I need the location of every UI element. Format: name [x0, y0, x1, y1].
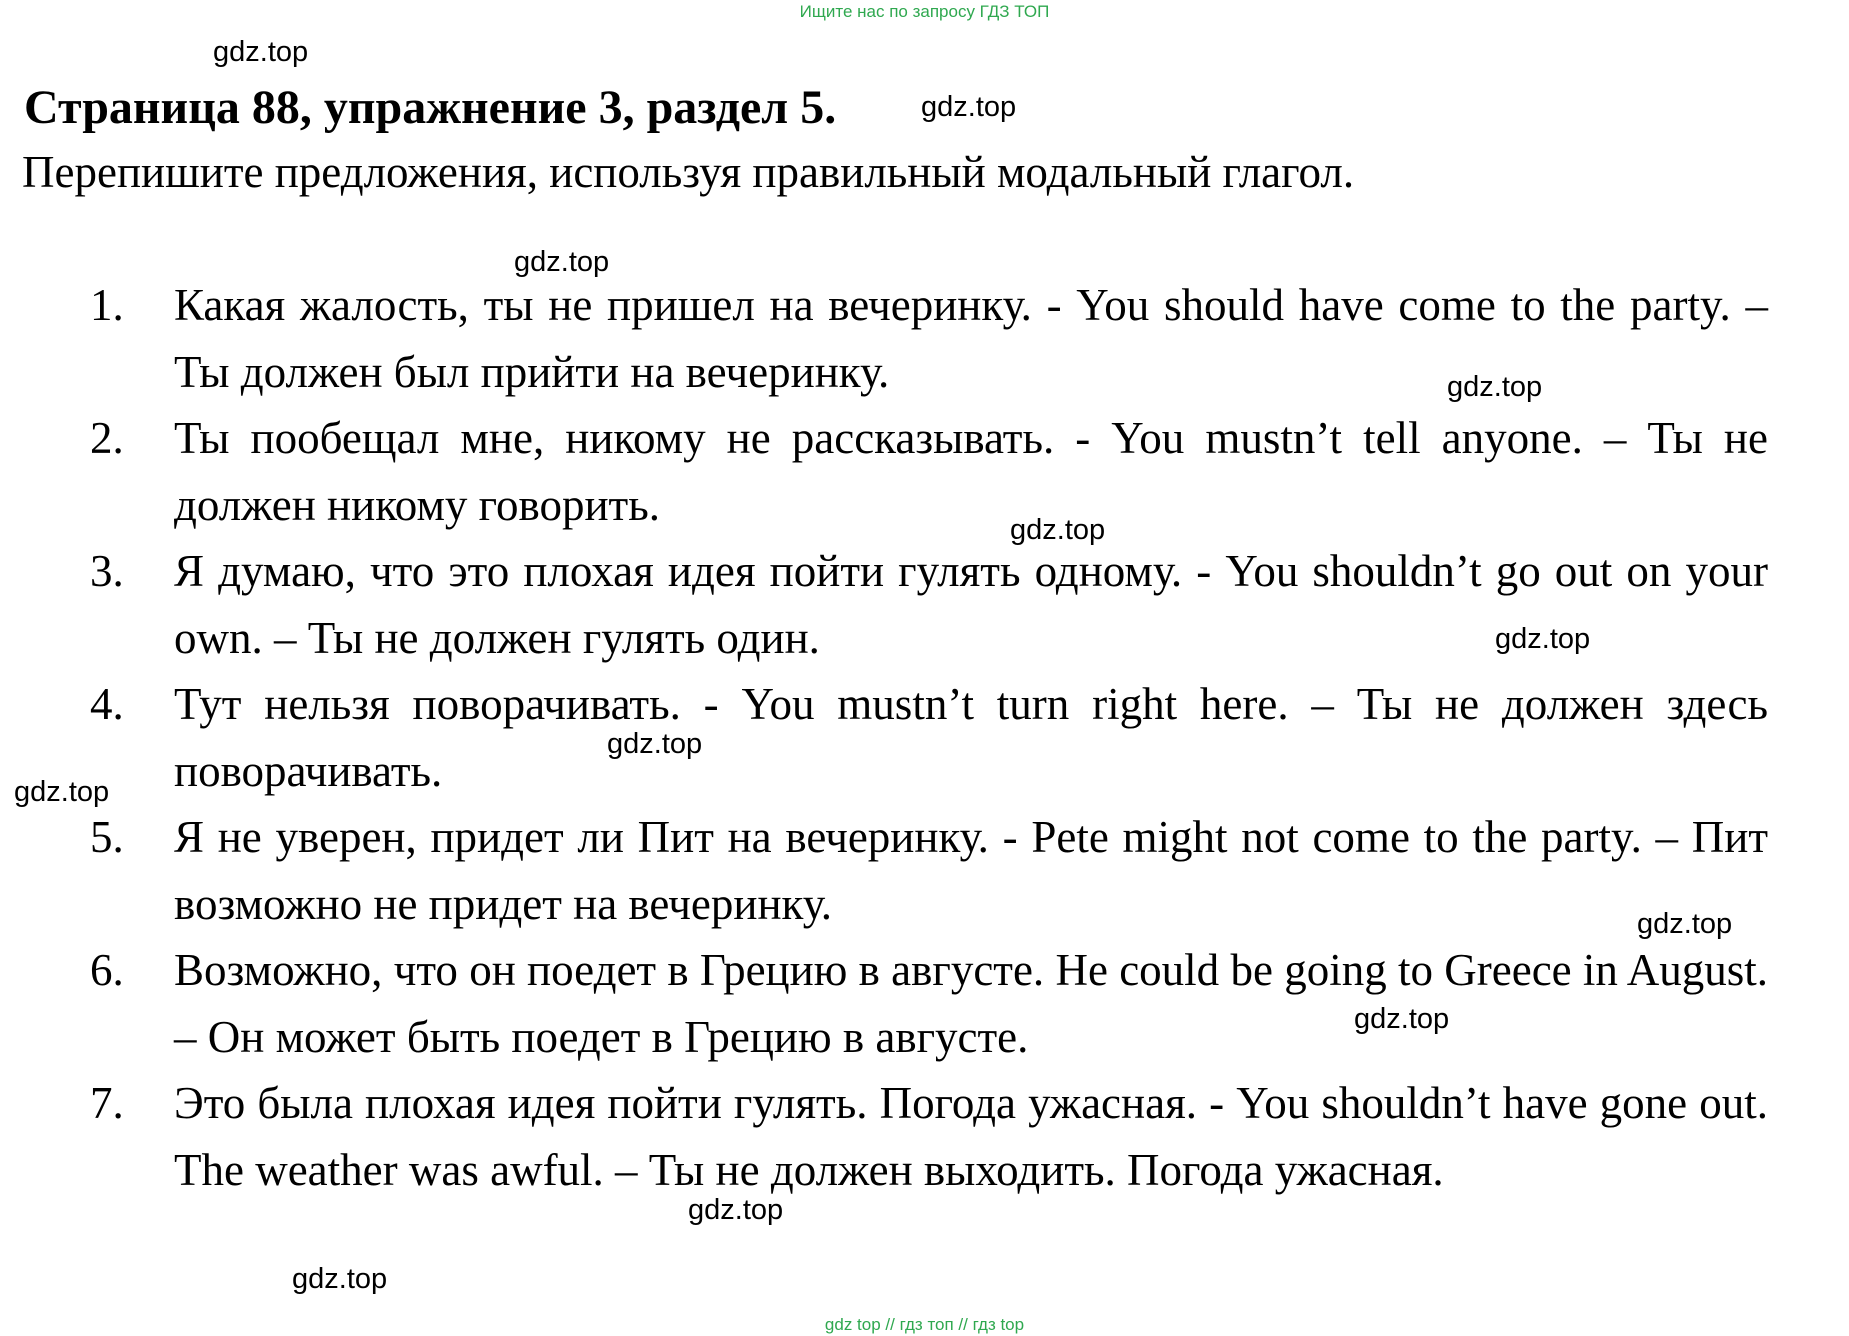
item-number: 5.	[90, 812, 124, 862]
watermark: gdz.top	[607, 728, 703, 760]
instruction: Перепишите предложения, используя правильный модальный глагол.	[22, 147, 1355, 197]
watermark: gdz.top	[1010, 514, 1106, 546]
item-text: Какая жалость, ты не пришел на вечеринку. - You should have come to the party. – Ты должен был прийти на вечеринку.	[174, 280, 1768, 397]
item-text: Это была плохая идея пойти гулять. Погода ужасная. - You shouldn’t have gone out. The weather was awful. – Ты не должен выходить. Погода ужасная.	[174, 1078, 1768, 1195]
item-text: Ты пообещал мне, никому не рассказывать. - You mustn’t tell anyone. – Ты не должен никому говорить.	[174, 413, 1768, 530]
item-number: 3.	[90, 546, 124, 596]
watermark: gdz.top	[1447, 371, 1543, 403]
top-banner: Ищите нас по запросу ГДЗ ТОП	[799, 2, 1050, 21]
watermark: gdz.top	[292, 1263, 388, 1295]
item-text: Тут нельзя поворачивать. - You mustn’t turn right here. – Ты не должен здесь поворачивать.	[174, 679, 1768, 796]
watermark: gdz.top	[213, 36, 309, 68]
item-number: 6.	[90, 945, 124, 995]
exercise-item	[90, 405, 1768, 538]
item-text: Я не уверен, придет ли Пит на вечеринку. - Pete might not come to the party. – Пит возможно не придет на вечеринку.	[174, 812, 1768, 929]
page-title: Страница 88, упражнение 3, раздел 5.	[24, 81, 837, 134]
watermark: gdz.top	[1495, 623, 1591, 655]
exercise-item	[90, 671, 1768, 804]
item-number: 4.	[90, 679, 124, 729]
exercise-item	[90, 1070, 1768, 1203]
item-text: Возможно, что он поедет в Грецию в августе. He could be going to Greece in August. – Он может быть поедет в Грецию в августе.	[174, 945, 1768, 1062]
exercise-item	[90, 937, 1768, 1070]
watermark: gdz.top	[688, 1194, 784, 1226]
watermark: gdz.top	[1637, 908, 1733, 940]
watermark: gdz.top	[1354, 1003, 1450, 1035]
item-number: 7.	[90, 1078, 124, 1128]
watermark: gdz.top	[514, 246, 610, 278]
footer: gdz top // гдз топ // гдз top	[824, 1315, 1025, 1334]
watermark: gdz.top	[921, 91, 1017, 123]
item-number: 2.	[90, 413, 124, 463]
item-text: Я думаю, что это плохая идея пойти гулять одному. - You shouldn’t go out on your own. – Ты не должен гулять один.	[174, 546, 1768, 663]
item-number: 1.	[90, 280, 124, 330]
exercise-list	[90, 272, 1768, 1203]
exercise-item	[90, 804, 1768, 940]
watermark: gdz.top	[14, 776, 110, 808]
